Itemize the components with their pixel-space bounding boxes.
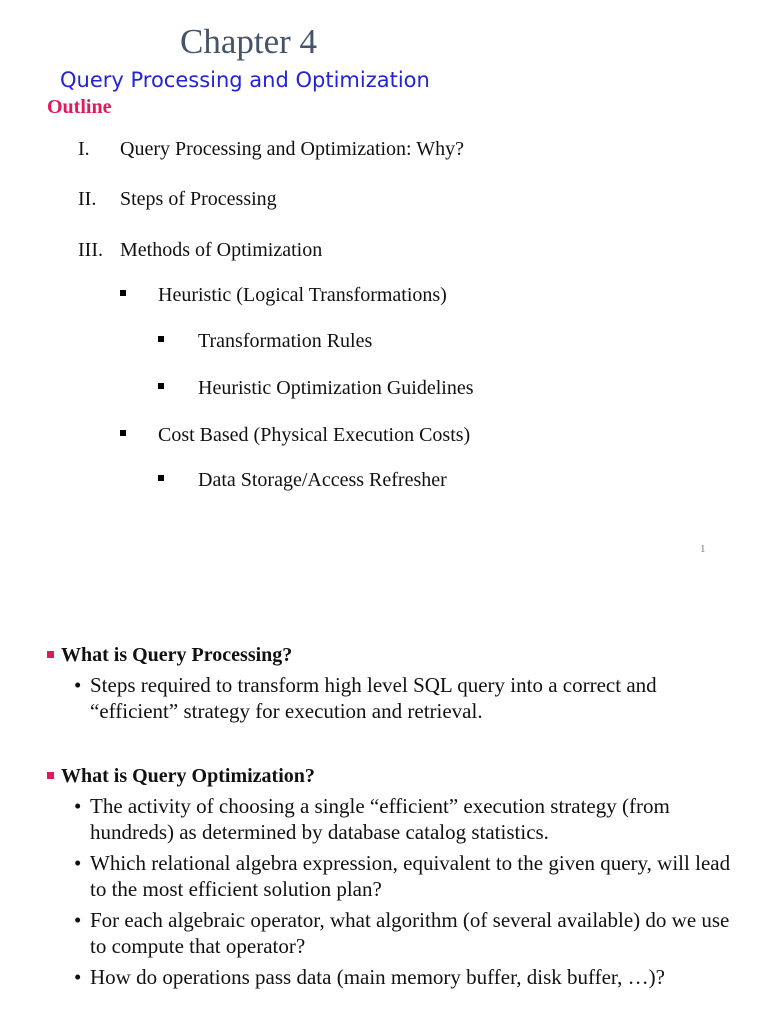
bullet-text: The activity of choosing a single “efficient” execution strategy (from hundreds) as determined by database catalog statistics. — [90, 794, 670, 844]
outline-item-number: II. — [78, 188, 97, 210]
bullet-dot-icon: • — [74, 673, 82, 697]
bullet-text: Steps required to transform high level SQL query into a correct and “efficient” strategy for execution and retrieval. — [90, 673, 657, 723]
chapter-title: Chapter 4 — [180, 22, 318, 61]
pink-square-bullet-icon — [47, 651, 54, 658]
square-bullet-icon — [120, 290, 126, 296]
optimization-bullet-1 — [74, 793, 754, 847]
square-bullet-icon — [158, 336, 164, 342]
subsub-item-text: Data Storage/Access Refresher — [198, 469, 447, 491]
bullet-dot-icon: • — [74, 794, 82, 818]
section-heading-text: What is Query Optimization? — [61, 765, 315, 787]
outline-item-text: Steps of Processing — [120, 188, 277, 210]
square-bullet-icon — [120, 430, 126, 436]
pink-square-bullet-icon — [47, 772, 54, 779]
optimization-bullet-2 — [74, 850, 754, 904]
subsub-item-text: Heuristic Optimization Guidelines — [198, 377, 474, 399]
page-number: 1 — [700, 543, 706, 555]
slide-subtitle: Query Processing and Optimization — [60, 68, 430, 92]
section-heading-text: What is Query Processing? — [61, 644, 293, 666]
bullet-dot-icon: • — [74, 851, 82, 875]
processing-bullet-1 — [74, 672, 754, 726]
outline-item-number: III. — [78, 239, 103, 261]
outline-item-text: Query Processing and Optimization: Why? — [120, 138, 465, 160]
bullet-text: How do operations pass data (main memory buffer, disk buffer, …)? — [90, 965, 665, 989]
outline-item-number: I. — [78, 138, 90, 160]
optimization-bullet-4 — [74, 964, 754, 1018]
subsub-item-text: Transformation Rules — [198, 330, 373, 352]
bullet-dot-icon: • — [74, 965, 82, 989]
optimization-bullet-3 — [74, 907, 754, 961]
square-bullet-icon — [158, 475, 164, 481]
sub-item-text: Cost Based (Physical Execution Costs) — [158, 424, 471, 446]
square-bullet-icon — [158, 383, 164, 389]
outline-item-text: Methods of Optimization — [120, 239, 323, 261]
bullet-dot-icon: • — [74, 908, 82, 932]
outline-heading: Outline — [47, 96, 112, 118]
bullet-text: Which relational algebra expression, equivalent to the given query, will lead to the most efficient solution plan? — [90, 851, 731, 901]
sub-item-text: Heuristic (Logical Transformations) — [158, 284, 447, 306]
bullet-text: For each algebraic operator, what algorithm (of several available) do we use to compute that operator? — [90, 908, 730, 958]
